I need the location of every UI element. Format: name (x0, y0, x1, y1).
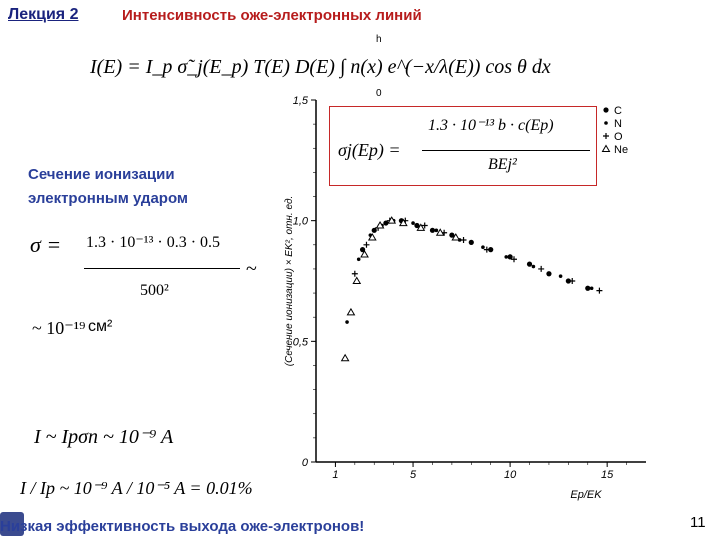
sigma-approx: ~ 10⁻¹⁹ (32, 318, 86, 338)
data-point-o (569, 278, 575, 284)
sigma-unit: см² (88, 318, 113, 335)
data-point-n (357, 257, 361, 261)
x-tick-label: 10 (503, 469, 517, 481)
cross-section-chart (270, 92, 670, 504)
intensity-formula-text: I(E) = I_p σ̃_j(E_p) T(E) D(E) ∫ n(x) e^(−x/λ(E)) cos θ dx (90, 56, 551, 78)
data-point-n (532, 265, 536, 269)
x-tick-label: 1 (332, 469, 339, 481)
x-axis-label: Ep/EK (570, 489, 602, 501)
y-tick-label: 1,0 (292, 215, 308, 228)
data-point-o (352, 271, 358, 277)
lecture-link[interactable]: Лекция 2 (8, 6, 79, 23)
data-point-c (430, 228, 435, 233)
page-number: 11 (690, 514, 706, 531)
data-point-c (527, 262, 532, 267)
data-point-o (363, 242, 369, 248)
data-point-n (504, 255, 508, 259)
legend-label-n: N (614, 118, 622, 130)
slide-title: Интенсивность оже-электронных линий (122, 7, 422, 24)
box-denominator: BEj² (488, 156, 517, 173)
data-point-c (469, 240, 474, 245)
sigma-numerator: 1.3 · 10⁻¹³ · 0.3 · 0.5 (86, 234, 221, 251)
ionization-heading-line2: электронным ударом (28, 190, 189, 207)
ionization-heading-line1: Сечение ионизации (28, 166, 175, 183)
data-point-ne (353, 278, 360, 284)
sigma-fraction-bar (84, 268, 240, 269)
ionization-heading (28, 163, 188, 211)
sigma-denominator: 500² (140, 282, 169, 299)
integral-lower-limit: 0 (376, 88, 382, 99)
data-point-o (596, 288, 602, 294)
sigma-lhs: σ = (30, 232, 62, 257)
data-point-o (538, 266, 544, 272)
intensity-formula (90, 56, 551, 79)
data-point-c (585, 286, 590, 291)
data-point-n (435, 229, 439, 233)
data-point-n (481, 245, 485, 249)
y-tick-label: 1,5 (292, 95, 308, 107)
data-point-legend-n (604, 121, 608, 125)
data-point-o (484, 247, 490, 253)
data-point-ne (347, 309, 354, 315)
data-point-c (546, 271, 551, 276)
box-sigma-lhs: σj(Ep) = (338, 140, 401, 160)
data-point-ne (342, 355, 349, 361)
x-tick-label: 15 (601, 469, 614, 481)
ratio-estimate: I / Ip ~ 10⁻⁹ A / 10⁻⁵ A = 0.01% (20, 478, 253, 498)
data-point-n (345, 320, 349, 324)
sigma-tilde: ~ (246, 258, 257, 280)
footer-note: Низкая эффективность выхода оже-электронов! (0, 518, 365, 535)
integral-upper-limit: h (376, 34, 382, 45)
data-point-n (590, 286, 594, 290)
legend-label-o: O (614, 131, 623, 143)
data-point-n (559, 274, 563, 278)
data-point-legend-c (603, 107, 608, 112)
data-point-legend-ne (603, 146, 610, 152)
legend-label-c: C (614, 105, 622, 117)
y-axis-label: (Сечение ионизации) × EK², отн. ед. (284, 195, 295, 367)
data-point-o (461, 237, 467, 243)
y-tick-label: 0 (301, 457, 308, 469)
current-estimate: I ~ Ipσn ~ 10⁻⁹ A (34, 426, 174, 448)
legend-label-ne: Ne (614, 144, 629, 156)
data-point-n (411, 221, 415, 225)
x-tick-label: 5 (409, 469, 417, 481)
box-numerator: 1.3 · 10⁻¹³ b · c(Ep) (428, 117, 554, 134)
data-point-legend-o (603, 133, 609, 139)
y-tick-label: 0,5 (292, 336, 308, 349)
